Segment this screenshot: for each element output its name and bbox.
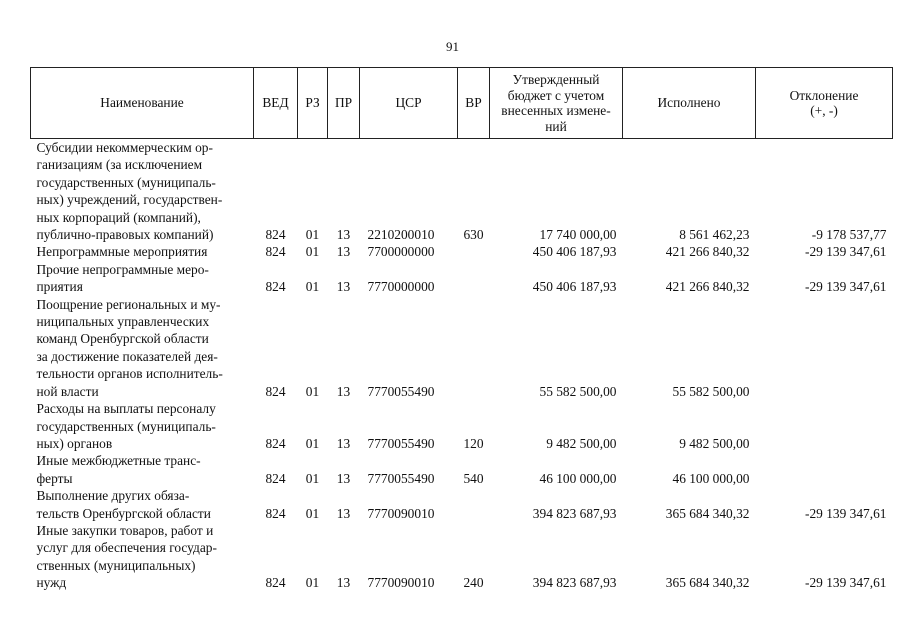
cell-approved: 17 740 000,00 <box>539 227 617 243</box>
cell-name <box>31 487 254 522</box>
name-line: ферты <box>36 470 73 486</box>
cell-rz: 01 <box>305 244 320 260</box>
name-line: Непрограммные мероприятия <box>36 244 208 260</box>
header-approved-line: ний <box>545 118 567 134</box>
cell-csr: 7770090010 <box>367 505 435 521</box>
table-row <box>31 487 893 522</box>
table-row <box>31 261 893 296</box>
name-line: за достижение показателей дея- <box>36 348 218 364</box>
header-approved-line: внесенных измене- <box>501 103 611 118</box>
cell-csr: 7700000000 <box>367 244 435 260</box>
table-row <box>31 452 893 487</box>
name-line: ных) органов <box>36 435 113 451</box>
name-line: ственных (муниципальных) <box>36 557 196 573</box>
cell-csr: 7770055490 <box>367 435 435 451</box>
cell-deviation <box>756 400 893 452</box>
name-line: приятия <box>36 279 83 295</box>
cell-name <box>31 261 254 296</box>
cell-vr <box>458 487 490 522</box>
name-line: Поощрение региональных и му- <box>36 296 221 312</box>
cell-ved: 824 <box>265 435 286 451</box>
header-deviation <box>756 68 893 139</box>
header-approved-line: бюджет с учетом <box>507 87 605 103</box>
header-approved-line: Утвержденный <box>512 72 600 87</box>
cell-name <box>31 296 254 400</box>
cell-approved: 450 406 187,93 <box>532 279 617 295</box>
name-line: Выполнение других обяза- <box>36 488 190 504</box>
cell-ved: 824 <box>265 227 286 243</box>
cell-executed: 365 684 340,32 <box>665 505 750 521</box>
cell-approved: 9 482 500,00 <box>546 435 617 451</box>
table-body <box>31 139 893 592</box>
name-line: публично-правовых компаний) <box>36 227 214 243</box>
cell-pr: 13 <box>336 435 351 451</box>
name-line: услуг для обеспечения государ- <box>36 540 217 556</box>
header-executed: Исполнено <box>623 68 756 139</box>
cell-ved: 824 <box>265 470 286 486</box>
cell-vr: 540 <box>463 470 484 486</box>
cell-csr: 7770055490 <box>367 470 435 486</box>
cell-name <box>31 243 254 260</box>
cell-name <box>31 139 254 244</box>
cell-rz: 01 <box>305 227 320 243</box>
cell-csr: 7770055490 <box>367 383 435 399</box>
cell-vr: 630 <box>463 227 484 243</box>
cell-rz: 01 <box>305 505 320 521</box>
name-line: ных) учреждений, государствен- <box>36 192 223 208</box>
name-line: государственных (муниципаль- <box>36 418 216 434</box>
name-line: Расходы на выплаты персоналу <box>36 401 216 417</box>
header-approved <box>490 68 623 139</box>
table-row <box>31 139 893 244</box>
cell-pr: 13 <box>336 244 351 260</box>
cell-deviation <box>756 452 893 487</box>
cell-ved: 824 <box>265 505 286 521</box>
cell-csr: 2210200010 <box>367 227 435 243</box>
table-row <box>31 522 893 592</box>
page-number: 91 <box>446 39 459 54</box>
header-name: Наименование <box>31 68 254 139</box>
table-row <box>31 296 893 400</box>
cell-deviation: -9 178 537,77 <box>811 227 887 243</box>
cell-approved: 46 100 000,00 <box>539 470 617 486</box>
cell-ved: 824 <box>265 383 286 399</box>
cell-approved: 394 823 687,93 <box>532 575 617 591</box>
name-line: ниципальных управленческих <box>36 314 210 330</box>
cell-approved: 394 823 687,93 <box>532 505 617 521</box>
cell-executed: 46 100 000,00 <box>672 470 750 486</box>
cell-executed: 365 684 340,32 <box>665 575 750 591</box>
cell-vr <box>458 296 490 400</box>
cell-ved: 824 <box>265 279 286 295</box>
cell-pr: 13 <box>336 505 351 521</box>
cell-executed: 8 561 462,23 <box>679 227 750 243</box>
cell-rz: 01 <box>305 279 320 295</box>
cell-rz: 01 <box>305 435 320 451</box>
cell-vr <box>458 243 490 260</box>
cell-pr: 13 <box>336 279 351 295</box>
header-csr: ЦСР <box>360 68 458 139</box>
cell-rz: 01 <box>305 470 320 486</box>
cell-pr: 13 <box>336 227 351 243</box>
cell-executed: 55 582 500,00 <box>672 383 750 399</box>
cell-deviation: -29 139 347,61 <box>805 505 887 521</box>
name-line: команд Оренбургской области <box>36 331 209 347</box>
header-ved: ВЕД <box>254 68 298 139</box>
cell-executed: 9 482 500,00 <box>679 435 750 451</box>
name-line: тельности органов исполнитель- <box>36 366 223 382</box>
cell-csr: 7770000000 <box>367 279 435 295</box>
cell-name <box>31 452 254 487</box>
cell-ved: 824 <box>265 244 286 260</box>
table-header <box>31 68 893 139</box>
cell-deviation <box>756 296 893 400</box>
header-deviation-line: Отклонение <box>789 87 859 103</box>
name-line: ной власти <box>36 383 99 399</box>
cell-deviation: -29 139 347,61 <box>805 575 887 591</box>
name-line: Субсидии некоммерческим ор- <box>36 140 213 155</box>
header-rz: РЗ <box>298 68 328 139</box>
cell-csr: 7770090010 <box>367 575 435 591</box>
table-row <box>31 243 893 260</box>
cell-vr <box>458 261 490 296</box>
cell-executed: 421 266 840,32 <box>665 279 750 295</box>
cell-pr: 13 <box>336 383 351 399</box>
cell-name <box>31 400 254 452</box>
cell-ved: 824 <box>265 575 286 591</box>
cell-vr: 120 <box>463 435 484 451</box>
name-line: тельств Оренбургской области <box>36 505 211 521</box>
table-row <box>31 400 893 452</box>
name-line: ных корпораций (компаний), <box>36 209 201 225</box>
name-line: Прочие непрограммные меро- <box>36 261 209 277</box>
cell-rz: 01 <box>305 575 320 591</box>
cell-rz: 01 <box>305 383 320 399</box>
header-vr: ВР <box>458 68 490 139</box>
name-line: ганизациям (за исключением <box>36 157 203 173</box>
name-line: государственных (муниципаль- <box>36 174 216 190</box>
name-line: Иные межбюджетные транс- <box>36 453 201 469</box>
cell-executed: 421 266 840,32 <box>665 244 750 260</box>
name-line: Иные закупки товаров, работ и <box>36 522 214 538</box>
header-pr: ПР <box>328 68 360 139</box>
cell-pr: 13 <box>336 575 351 591</box>
header-deviation-line: (+, -) <box>810 103 838 118</box>
cell-vr: 240 <box>463 575 484 591</box>
cell-approved: 450 406 187,93 <box>532 244 617 260</box>
name-line: нужд <box>36 575 67 591</box>
cell-name <box>31 522 254 592</box>
cell-approved: 55 582 500,00 <box>539 383 617 399</box>
cell-deviation: -29 139 347,61 <box>805 279 887 295</box>
cell-deviation: -29 139 347,61 <box>805 244 887 260</box>
budget-table <box>30 67 893 592</box>
cell-pr: 13 <box>336 470 351 486</box>
